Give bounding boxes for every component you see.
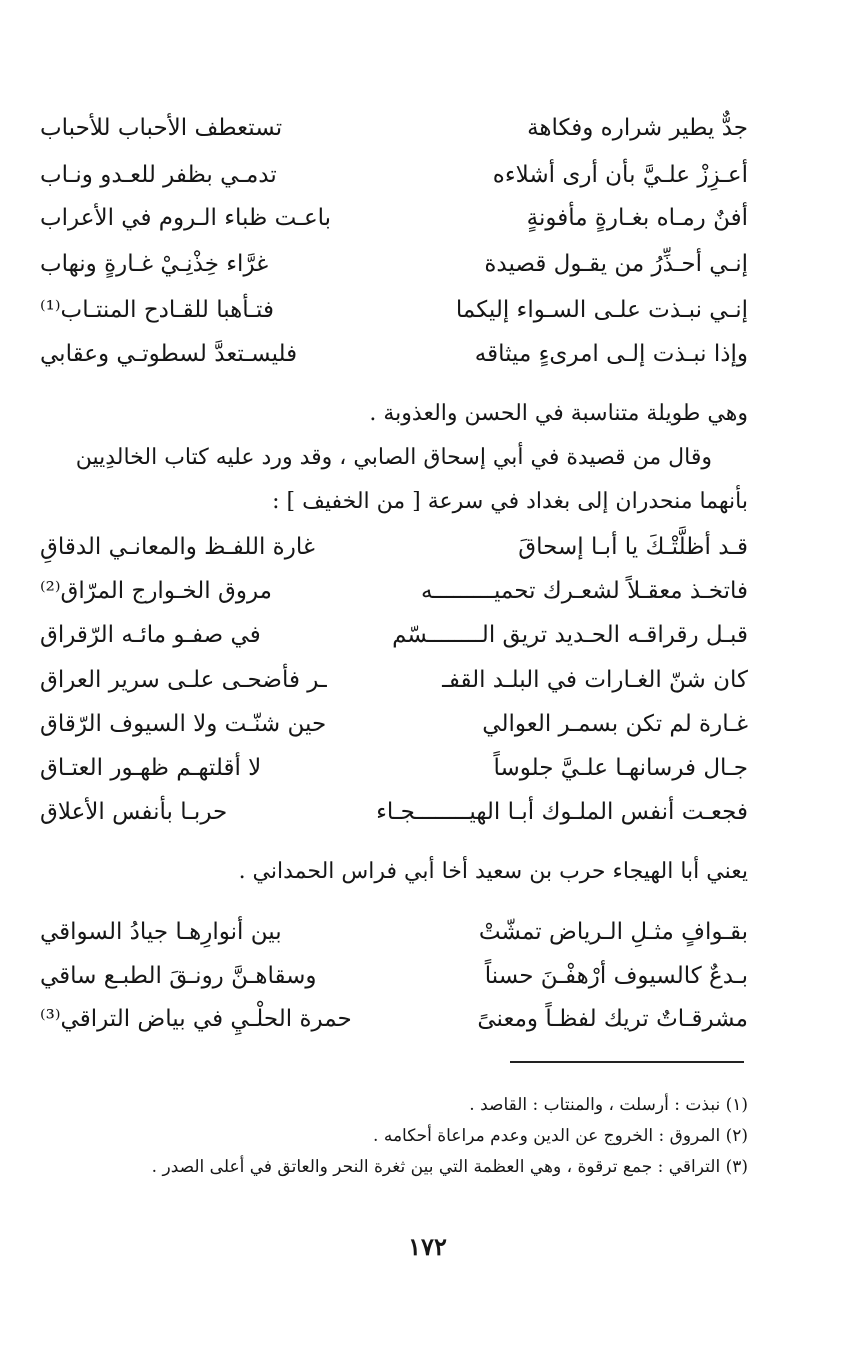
- verse-first-hemistich: فاتخـذ معقـلاً لشعـرك تحميـــــــــه: [421, 578, 748, 604]
- verse-second-hemistich: فتـأهبا للقـادح المنتـاب⁽¹⁾: [40, 297, 274, 323]
- verse-line: [40, 999, 748, 1039]
- verse-first-hemistich: جدٌّ يطير شراره وفكاهة: [527, 115, 748, 141]
- verse-line: [40, 748, 748, 788]
- verse-second-hemistich: حين شنّـت ولا السيوف الرّقاق: [40, 711, 327, 737]
- verse-line: [40, 244, 748, 284]
- verse-first-hemistich: جـال فرسانهـا علـيَّ جلوساً: [493, 755, 748, 781]
- verse-first-hemistich: وإذا نبـذت إلـى امرىءٍ ميثاقه: [474, 341, 748, 367]
- verse-second-hemistich: غرَّاء خِذْنِـيْ غـارةٍ ونهاب: [40, 251, 269, 277]
- verse-line: [40, 198, 748, 238]
- verse-line: [40, 956, 748, 996]
- footnote: (٢) المروق : الخروج عن الدين وعدم مراعاة أحكامه .: [373, 1126, 748, 1146]
- verse-second-hemistich: تدمـي بظفر للعـدو ونـاب: [40, 162, 277, 188]
- verse-first-hemistich: أفنٌ رمـاه بغـارةٍ مأفونةٍ: [526, 205, 748, 231]
- verse-second-hemistich: تستعطف الأحباب للأحباب: [40, 115, 283, 141]
- verse-first-hemistich: غـارة لم تكن بسمـر العوالي: [482, 711, 748, 737]
- prose-paragraph: يعني أبا الهيجاء حرب بن سعيد أخا أبي فراس الحمداني .: [238, 859, 748, 884]
- prose-paragraph: وهي طويلة متناسبة في الحسن والعذوبة .: [369, 401, 748, 426]
- verse-second-hemistich: غارة اللفـظ والمعانـي الدقاقِ: [40, 534, 315, 560]
- verse-first-hemistich: بـدعٌ كالسيوف أرْهفْـنَ حسناً: [484, 963, 748, 989]
- verse-second-hemistich: بين أنوارِهـا جيادُ السواقي: [40, 919, 282, 945]
- verse-line: [40, 660, 748, 700]
- verse-second-hemistich: في صفـو مائـه الرّقراق: [40, 622, 261, 648]
- verse-second-hemistich: ـر فأضحـى علـى سرير العراق: [40, 667, 327, 693]
- verse-line: [40, 155, 748, 195]
- verse-first-hemistich: إنـي أحـذِّرُ من يقـول قصيدة: [484, 251, 748, 277]
- verse-line: [40, 704, 748, 744]
- verse-first-hemistich: أعـزِزْ علـيَّ بأن أرى أشلاءه: [492, 162, 748, 188]
- verse-first-hemistich: بقـوافٍ مثـلِ الـرياض تمشّتْ: [478, 919, 748, 945]
- footnote: (٣) التراقي : جمع ترقوة ، وهي العظمة التي بين ثغرة النحر والعاتق في أعلى الصدر .: [151, 1157, 748, 1177]
- verse-first-hemistich: قـد أظلَّتْـكَ يا أبـا إسحاقَ: [518, 534, 748, 560]
- verse-line: [40, 571, 748, 611]
- verse-line: [40, 912, 748, 952]
- page-number: ١٧٢: [408, 1232, 447, 1261]
- verse-line: [40, 792, 748, 832]
- footnote-separator: [510, 1061, 744, 1063]
- verse-line: [40, 108, 748, 148]
- verse-line: [40, 615, 748, 655]
- verse-first-hemistich: مشرقـاتٌ تريك لفظـاً ومعنىً: [477, 1006, 748, 1032]
- verse-line: [40, 334, 748, 374]
- verse-line: [40, 527, 748, 567]
- verse-second-hemistich: حربـا بأنفس الأعلاق: [40, 799, 228, 825]
- verse-second-hemistich: فليسـتعدَّ لسطوتـي وعقابي: [40, 341, 298, 367]
- verse-second-hemistich: لا أقلتهـم ظهـور العتـاق: [40, 755, 262, 781]
- prose-paragraph: بأنهما منحدران إلى بغداد في سرعة [ من الخفيف ] :: [272, 489, 748, 514]
- verse-second-hemistich: وسقاهـنَّ رونـقَ الطبـع ساقي: [40, 963, 317, 989]
- verse-second-hemistich: باعـت ظباء الـروم في الأعراب: [40, 205, 332, 231]
- verse-first-hemistich: قبـل رقراقـه الحـديد تريق الــــــــسّم: [392, 622, 748, 648]
- prose-paragraph: وقال من قصيدة في أبي إسحاق الصابي ، وقد ورد عليه كتاب الخالدِيين: [75, 445, 712, 470]
- verse-first-hemistich: كان شنّ الغـارات في البلـد القفـ: [442, 667, 748, 693]
- verse-first-hemistich: فجعـت أنفس الملـوك أبـا الهيــــــــجـاء: [376, 799, 748, 825]
- verse-second-hemistich: مروق الخـوارج المرّاق⁽²⁾: [40, 578, 272, 604]
- verse-line: [40, 290, 748, 330]
- footnote: (١) نبذت : أرسلت ، والمنتاب : القاصد .: [469, 1095, 748, 1115]
- verse-second-hemistich: حمرة الحلْـيِ في بياض التراقي⁽³⁾: [40, 1006, 352, 1032]
- verse-first-hemistich: إنـي نبـذت علـى السـواء إليكما: [455, 297, 748, 323]
